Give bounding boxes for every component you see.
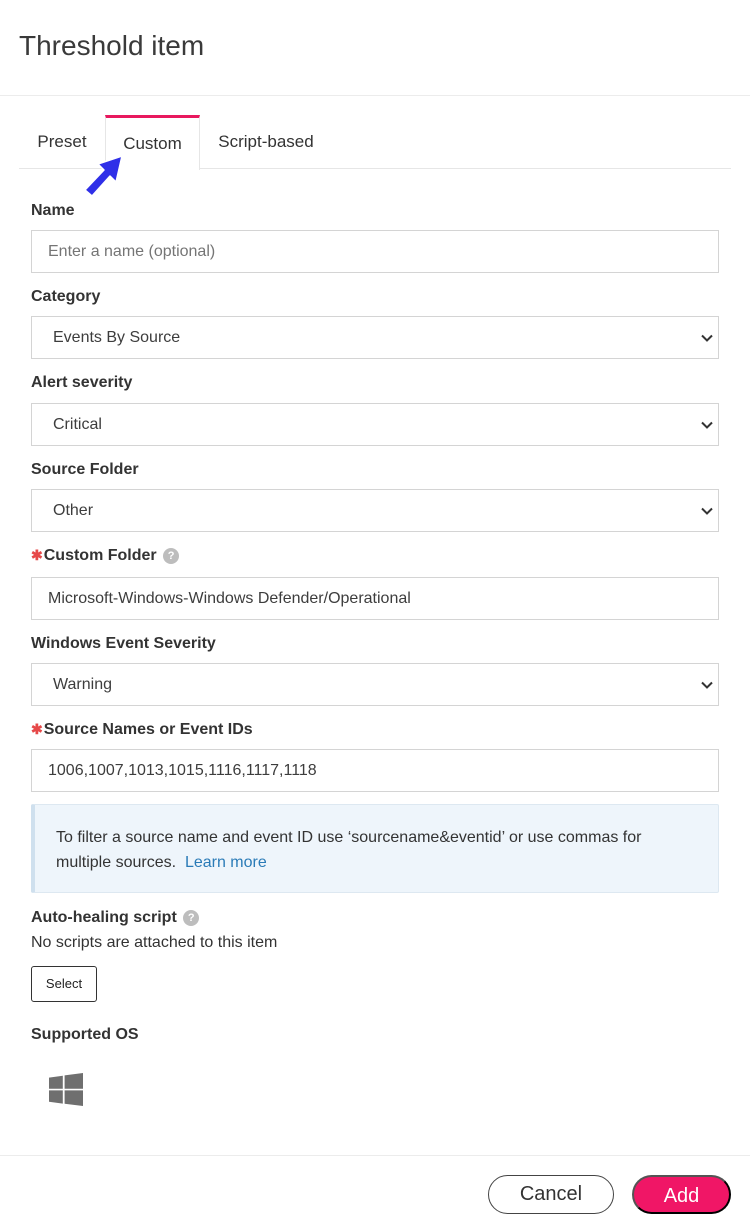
- windows-event-severity-select[interactable]: [31, 663, 719, 706]
- alert-severity-label: Alert severity: [31, 374, 133, 391]
- auto-healing-label-row: [31, 909, 199, 927]
- category-value: Events By Source: [53, 329, 181, 346]
- tab-script-based[interactable]: Script-based: [218, 132, 314, 151]
- supported-os-label: Supported OS: [31, 1026, 139, 1043]
- chevron-down-icon: [700, 504, 714, 518]
- category-label: Category: [31, 288, 101, 305]
- name-input[interactable]: [31, 230, 719, 273]
- source-names-label: Source Names or Event IDs: [43, 721, 253, 738]
- windows-icon: [49, 1073, 83, 1106]
- alert-severity-value: Critical: [53, 416, 102, 433]
- custom-folder-label: Custom Folder: [43, 547, 157, 564]
- info-text: To filter a source name and event ID use ‘sourcename&eventid’ or use commas for multiple sources.: [56, 829, 642, 871]
- windows-event-severity-value: Warning: [53, 676, 112, 693]
- chevron-down-icon: [700, 678, 714, 692]
- required-asterisk-icon: ✱: [31, 547, 43, 563]
- info-box: [31, 804, 719, 893]
- help-icon[interactable]: ?: [183, 910, 199, 926]
- required-asterisk-icon: ✱: [31, 721, 43, 737]
- custom-folder-input[interactable]: Microsoft-Windows-Windows Defender/Operational: [31, 577, 719, 620]
- source-folder-label: Source Folder: [31, 461, 139, 478]
- custom-folder-label-row: [31, 547, 179, 565]
- add-button[interactable]: Add: [632, 1175, 731, 1214]
- source-names-label-row: [31, 721, 253, 739]
- source-names-input[interactable]: 1006,1007,1013,1015,1116,1117,1118: [31, 749, 719, 792]
- no-scripts-text: No scripts are attached to this item: [31, 934, 278, 951]
- pointer-arrow-icon: [82, 150, 130, 200]
- auto-healing-label: Auto-healing script: [31, 909, 177, 926]
- chevron-down-icon: [700, 331, 714, 345]
- category-select[interactable]: [31, 316, 719, 359]
- tab-custom[interactable]: Custom: [105, 115, 200, 170]
- name-label: Name: [31, 202, 75, 219]
- windows-event-severity-label: Windows Event Severity: [31, 635, 216, 652]
- dialog-title: Threshold item: [19, 30, 205, 61]
- select-script-button[interactable]: Select: [31, 966, 97, 1002]
- source-folder-value: Other: [53, 502, 94, 519]
- alert-severity-select[interactable]: [31, 403, 719, 446]
- chevron-down-icon: [700, 418, 714, 432]
- learn-more-link[interactable]: Learn more: [184, 854, 267, 871]
- help-icon[interactable]: ?: [163, 548, 179, 564]
- dialog-header: [0, 0, 750, 96]
- source-folder-select[interactable]: [31, 489, 719, 532]
- tab-preset[interactable]: Preset: [37, 132, 87, 151]
- cancel-button[interactable]: Cancel: [488, 1175, 614, 1214]
